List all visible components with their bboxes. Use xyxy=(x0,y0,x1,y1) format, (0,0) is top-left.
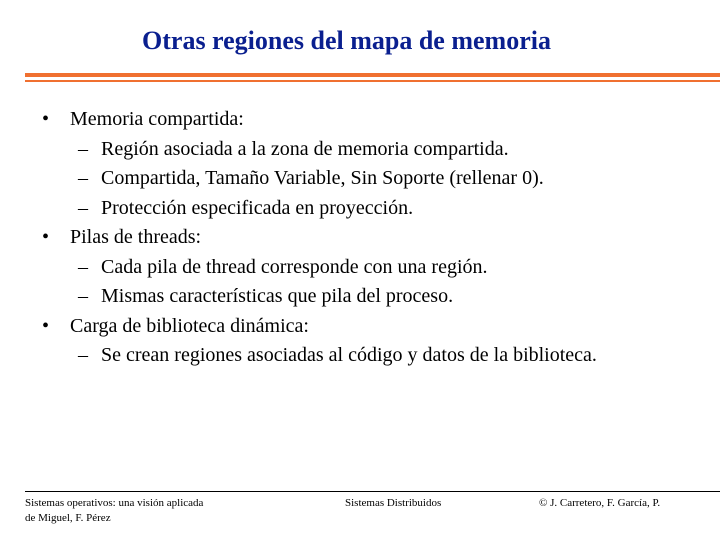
title-underline-thick xyxy=(25,73,720,77)
bullet-item xyxy=(0,312,720,371)
sub-bullet-list xyxy=(0,135,720,224)
sub-bullet-list xyxy=(0,341,720,371)
bullet-text: • Pilas de threads: xyxy=(0,223,720,253)
bullet-item xyxy=(0,223,720,312)
footer-course-name: Sistemas Distribuidos xyxy=(345,497,442,509)
bullet-list xyxy=(0,105,720,371)
footer-divider xyxy=(25,491,720,492)
sub-bullet-item: – Mismas características que pila del proceso. xyxy=(0,282,720,312)
sub-bullet-item: – Región asociada a la zona de memoria compartida. xyxy=(0,135,720,165)
footer-copyright: © J. Carretero, F. García, P. xyxy=(539,497,661,509)
sub-bullet-list xyxy=(0,253,720,312)
title-underline-thin xyxy=(25,80,720,82)
bullet-text: • Memoria compartida: xyxy=(0,105,720,135)
sub-bullet-item: – Cada pila de thread corresponde con una región. xyxy=(0,253,720,283)
footer-book-title: Sistemas operativos: una visión aplicada xyxy=(25,497,204,509)
footer-book-authors: de Miguel, F. Pérez xyxy=(25,512,111,524)
footer-book-credit xyxy=(25,496,285,526)
slide-title: Otras regiones del mapa de memoria xyxy=(142,26,551,55)
bullet-text: • Carga de biblioteca dinámica: xyxy=(0,312,720,342)
sub-bullet-item: – Compartida, Tamaño Variable, Sin Soporte (rellenar 0). xyxy=(0,164,720,194)
bullet-item xyxy=(0,105,720,223)
sub-bullet-item: – Se crean regiones asociadas al código y datos de la biblioteca. xyxy=(0,341,720,371)
sub-bullet-item: – Protección especificada en proyección. xyxy=(0,194,720,224)
